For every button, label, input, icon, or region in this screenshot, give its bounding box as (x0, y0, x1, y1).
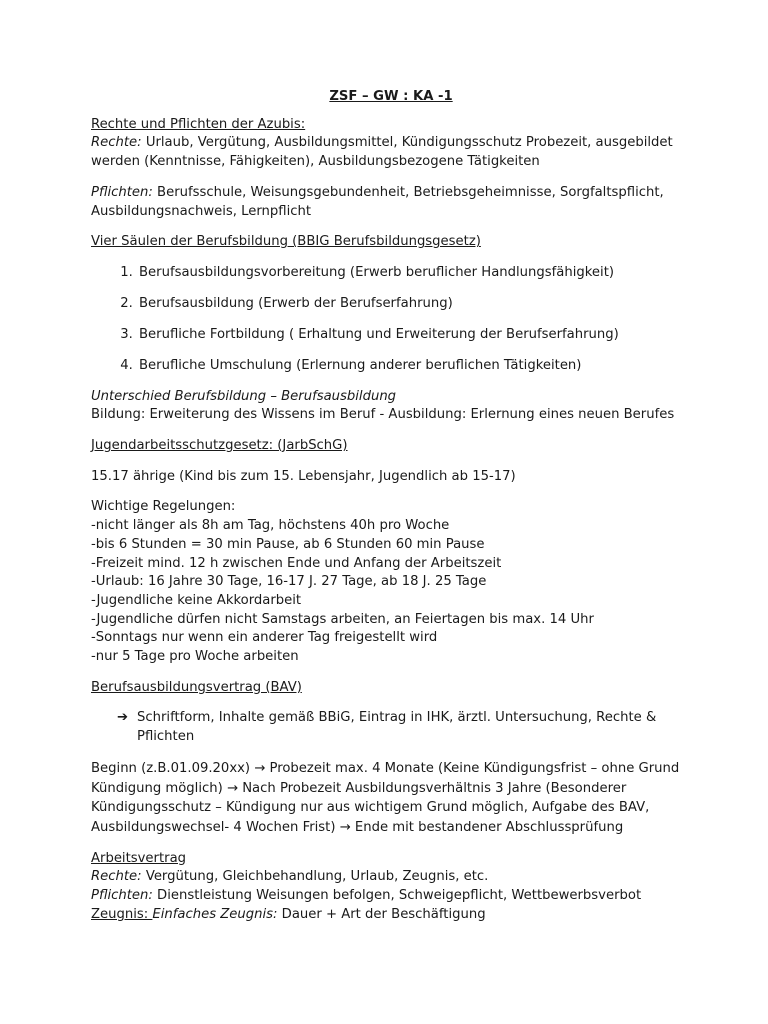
azubi-pflichten-text: Berufsschule, Weisungsgebundenheit, Betriebsgeheimnisse, Sorgfaltspflicht, Ausbildungsnachweis, Lernpflicht (91, 184, 664, 219)
document-page (91, 88, 691, 925)
azubi-pflichten-label: Pflichten: (91, 184, 153, 200)
list-item: 4. Berufliche Umschulung (Erlernung anderer beruflichen Tätigkeiten) (137, 357, 691, 376)
list-item: -Urlaub: 16 Jahre 30 Tage, 16-17 J. 27 Tage, ab 18 J. 25 Tage (91, 574, 487, 590)
arbeitsvertrag-rechte-text: Vergütung, Gleichbehandlung, Urlaub, Zeugnis, etc. (141, 869, 489, 885)
arbeitsvertrag-pflichten-text: Dienstleistung Weisungen befolgen, Schweigepflicht, Wettbewerbsverbot (152, 888, 642, 904)
arbeitsvertrag-pflichten (91, 887, 691, 906)
list-item: -Jugendliche dürfen nicht Samstags arbeiten, an Feiertagen bis max. 14 Uhr (91, 611, 594, 627)
azubi-rechte-text: Urlaub, Vergütung, Ausbildungsmittel, Kündigungsschutz Probezeit, ausgebildet werden (Kenntnisse, Fähigkeiten), Ausbildungsbezogene Tätigkeiten (91, 135, 673, 170)
document-title: ZSF – GW : KA -1 (329, 89, 453, 104)
unterschied-text: Bildung: Erweiterung des Wissens im Beruf - Ausbildung: Erlernung eines neuen Berufes (91, 407, 675, 423)
bav-heading: Berufsausbildungsvertrag (BAV) (91, 679, 302, 695)
zeugnis-label: Zeugnis: (91, 906, 153, 922)
einfaches-zeugnis-text: Dauer + Art der Beschäftigung (277, 906, 486, 922)
saeulen-list (91, 264, 691, 376)
saeulen-section (91, 233, 691, 375)
bav-heading-block (91, 679, 691, 698)
arbeitsvertrag-pflichten-label: Pflichten: (91, 888, 153, 904)
list-item: -Freizeit mind. 12 h zwischen Ende und Anfang der Arbeitszeit (91, 555, 502, 571)
regelungen-section (91, 498, 691, 666)
jarbschg-alter: 15.17 ährige (Kind bis zum 15. Lebensjahr, Jugendlich ab 15-17) (91, 468, 516, 484)
bav-verlauf: Beginn (z.B.01.09.20xx) → Probezeit max. 4 Monate (Keine Kündigungsfrist – ohne Grund Kündigung möglich) → Nach Probezeit Ausbildungsverhältnis 3 Jahre (Besonderer Kündigungsschutz – Kündigung nur aus wichtigem Grund möglich, Aufgabe des BAV, Ausbildungswechsel- 4 Wochen Frist) → Ende mit bestandener Abschlussprüfung (91, 760, 680, 835)
jarbschg-heading-block (91, 437, 691, 456)
bav-arrow-text: Schriftform, Inhalte gemäß BBiG, Eintrag in IHK, ärztl. Untersuchung, Rechte & Pflichten (137, 710, 657, 745)
arbeitsvertrag-rechte (91, 868, 691, 887)
list-item: 2. Berufsausbildung (Erwerb der Berufserfahrung) (137, 295, 691, 314)
bav-verlauf-block (91, 759, 691, 838)
azubi-rechte (91, 134, 691, 171)
bav-arrow-list (91, 709, 691, 746)
unterschied-heading: Unterschied Berufsbildung – Berufsausbildung (91, 388, 397, 404)
list-item (117, 709, 691, 746)
arbeitsvertrag-section (91, 850, 691, 925)
jarbschg-alter-block (91, 468, 691, 487)
list-item: 1. Berufsausbildungsvorbereitung (Erwerb beruflicher Handlungsfähigkeit) (137, 264, 691, 283)
saeulen-heading: Vier Säulen der Berufsbildung (BBIG Berufsbildungsgesetz) (91, 234, 481, 250)
azubi-rechte-label: Rechte: (91, 135, 142, 151)
arbeitsvertrag-rechte-label: Rechte: (91, 869, 142, 885)
list-item: -nur 5 Tage pro Woche arbeiten (91, 649, 299, 665)
unterschied-section (91, 388, 691, 425)
arrow-right-icon: ➔ (117, 710, 129, 726)
azubi-pflichten-section (91, 184, 691, 221)
list-item: -bis 6 Stunden = 30 min Pause, ab 6 Stunden 60 min Pause (91, 536, 485, 552)
list-item: 3. Berufliche Fortbildung ( Erhaltung und Erweiterung der Berufserfahrung) (137, 326, 691, 345)
azubi-pflichten (91, 184, 691, 221)
arbeitsvertrag-heading: Arbeitsvertrag (91, 850, 187, 866)
regelungen-heading: Wichtige Regelungen: (91, 499, 236, 515)
azubi-section (91, 116, 691, 172)
einfaches-zeugnis-label: Einfaches Zeugnis: (152, 906, 278, 922)
list-item: -Sonntags nur wenn ein anderer Tag freigestellt wird (91, 630, 438, 646)
azubi-heading: Rechte und Pflichten der Azubis: (91, 116, 306, 132)
list-item: -nicht länger als 8h am Tag, höchstens 40h pro Woche (91, 518, 450, 534)
list-item: -Jugendliche keine Akkordarbeit (91, 592, 302, 608)
arbeitsvertrag-zeugnis (91, 906, 691, 925)
jarbschg-heading: Jugendarbeitsschutzgesetz: (JarbSchG) (91, 438, 348, 454)
